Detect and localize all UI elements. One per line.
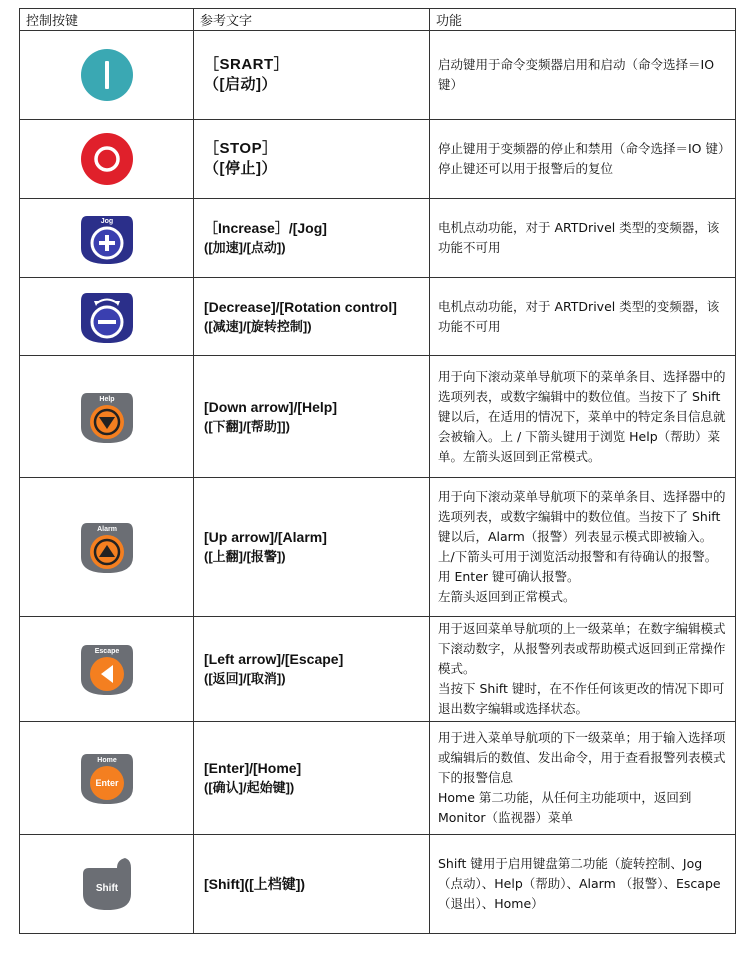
reference-cell <box>194 617 430 722</box>
key-cell <box>20 722 194 835</box>
function-text: Shift 键用于启用键盘第二功能（旋转控制、Jog（点动）、Help（帮助）、Alarm （报警）、Escape （退出）、Home） <box>438 856 721 911</box>
table-row <box>20 835 736 934</box>
key-cell <box>20 120 194 199</box>
reference-text: [Shift]([上档键]) <box>204 876 306 892</box>
function-text: 用于向下滚动菜单导航项下的菜单条目、选择器中的选项列表，或数字编辑中的数位值。当按下了 Shift 键以后，在适用的情况下，菜单中的特定条目信息就会被输入。上 / 下箭头键用于浏览 Help（帮助）菜单。左箭头返回到正常模式。 <box>438 368 726 464</box>
key-cell <box>20 478 194 617</box>
reference-cell <box>194 120 430 199</box>
function-text: 用于返回菜单导航项的上一级菜单；在数字编辑模式下滚动数字，从报警列表或帮助模式返回到正常操作模式。 <box>438 621 726 676</box>
function-cell <box>430 120 736 199</box>
reference-text-cn: ([上翻]/[报警]) <box>204 549 286 564</box>
reference-text: ［STOP］ <box>204 140 278 157</box>
function-text: 电机点动功能，对于 ARTDrivel 类型的变频器，该功能不可用 <box>438 298 720 334</box>
function-cell <box>430 722 736 835</box>
decrease-rotation-icon[interactable] <box>79 289 135 345</box>
function-text: 左箭头返回到正常模式。 <box>438 589 576 604</box>
key-cell <box>20 356 194 478</box>
enter-home-icon[interactable] <box>79 750 135 806</box>
shift-icon[interactable] <box>79 856 135 912</box>
table-row <box>20 722 736 835</box>
function-text: Home 第二功能，从任何主功能项中，返回到 Monitor（监视器）菜单 <box>438 790 692 825</box>
key-cell <box>20 199 194 278</box>
function-text: 停止键还可以用于报警后的复位 <box>438 161 614 176</box>
reference-text-cn: ([返回]/[取消]) <box>204 671 286 686</box>
up-arrow-alarm-icon[interactable] <box>79 519 135 575</box>
reference-cell <box>194 278 430 356</box>
jog-label: Jog <box>100 218 113 225</box>
reference-cell <box>194 356 430 478</box>
function-cell <box>430 31 736 120</box>
table-row <box>20 31 736 120</box>
reference-cell <box>194 199 430 278</box>
function-cell <box>430 835 736 934</box>
header-control-keys: 控制按键 <box>20 9 194 31</box>
enter-label: Enter <box>94 778 119 788</box>
shift-label: Shift <box>95 883 118 894</box>
table-row <box>20 278 736 356</box>
escape-label: Escape <box>94 648 119 655</box>
key-cell <box>20 835 194 934</box>
function-cell <box>430 617 736 722</box>
table-row <box>20 199 736 278</box>
start-icon[interactable] <box>79 47 135 103</box>
key-cell <box>20 278 194 356</box>
header-reference-text: 参考文字 <box>194 9 430 31</box>
reference-text: [Up arrow]/[Alarm] <box>204 529 327 545</box>
reference-cell <box>194 478 430 617</box>
function-text: 当按下 Shift 键时，在不作任何该更改的情况下即可退出数字编辑或选择状态。 <box>438 681 725 716</box>
reference-cell <box>194 835 430 934</box>
key-cell <box>20 31 194 120</box>
function-cell <box>430 356 736 478</box>
reference-cell <box>194 31 430 120</box>
table-header-row <box>20 9 736 31</box>
alarm-label: Alarm <box>96 526 117 533</box>
key-cell <box>20 617 194 722</box>
header-function: 功能 <box>430 9 736 31</box>
reference-text-cn: ([确认]/起始键]) <box>204 780 295 795</box>
table-row <box>20 120 736 199</box>
reference-text-cn: ([加速]/[点动]) <box>204 240 286 255</box>
table-row <box>20 356 736 478</box>
table-row <box>20 617 736 722</box>
home-label: Home <box>96 757 117 764</box>
function-cell <box>430 199 736 278</box>
reference-text-cn: ([下翻]/[帮助]]) <box>204 418 290 434</box>
function-text: 停止键用于变频器的停止和禁用（命令选择＝IO 键） <box>438 141 731 156</box>
reference-text: ［Increase］/[Jog] <box>204 220 327 236</box>
reference-text: [Enter]/[Home] <box>204 760 302 776</box>
reference-text: [Left arrow]/[Escape] <box>204 651 344 667</box>
function-cell <box>430 278 736 356</box>
left-arrow-escape-icon[interactable] <box>79 641 135 697</box>
reference-text: [Down arrow]/[Help] <box>204 398 337 415</box>
function-cell <box>430 478 736 617</box>
reference-cell <box>194 722 430 835</box>
table-row <box>20 478 736 617</box>
function-text: 用于向下滚动菜单导航项下的菜单条目、选择器中的选项列表，或数字编辑中的数位值。当按下了 Shift 键以后，Alarm（报警）列表显示模式即被输入。上/下箭头可用于浏览活动报警和有待确认的报警。用 Enter 键可确认报警。 <box>438 489 726 584</box>
function-text: 启动键用于命令变频器启用和启动（命令选择＝IO 键） <box>438 57 715 92</box>
reference-text-cn: （[启动]） <box>204 76 277 93</box>
stop-icon[interactable] <box>79 131 135 187</box>
reference-text: ［SRART］ <box>204 56 290 73</box>
help-label: Help <box>98 395 115 403</box>
function-text: 用于进入菜单导航项的下一级菜单；用于输入选择项或编辑后的数值、发出命令，用于查看报警列表模式下的报警信息 <box>438 730 726 785</box>
down-arrow-help-icon[interactable] <box>79 389 135 445</box>
function-text: 电机点动功能，对于 ARTDrivel 类型的变频器，该功能不可用 <box>438 220 720 255</box>
reference-text-cn: （[停止]） <box>204 160 277 177</box>
reference-text: [Decrease]/[Rotation control] <box>204 298 397 315</box>
key-function-table <box>19 8 736 934</box>
increase-jog-icon[interactable] <box>79 210 135 266</box>
reference-text-cn: ([减速]/[旋转控制]) <box>204 318 312 334</box>
